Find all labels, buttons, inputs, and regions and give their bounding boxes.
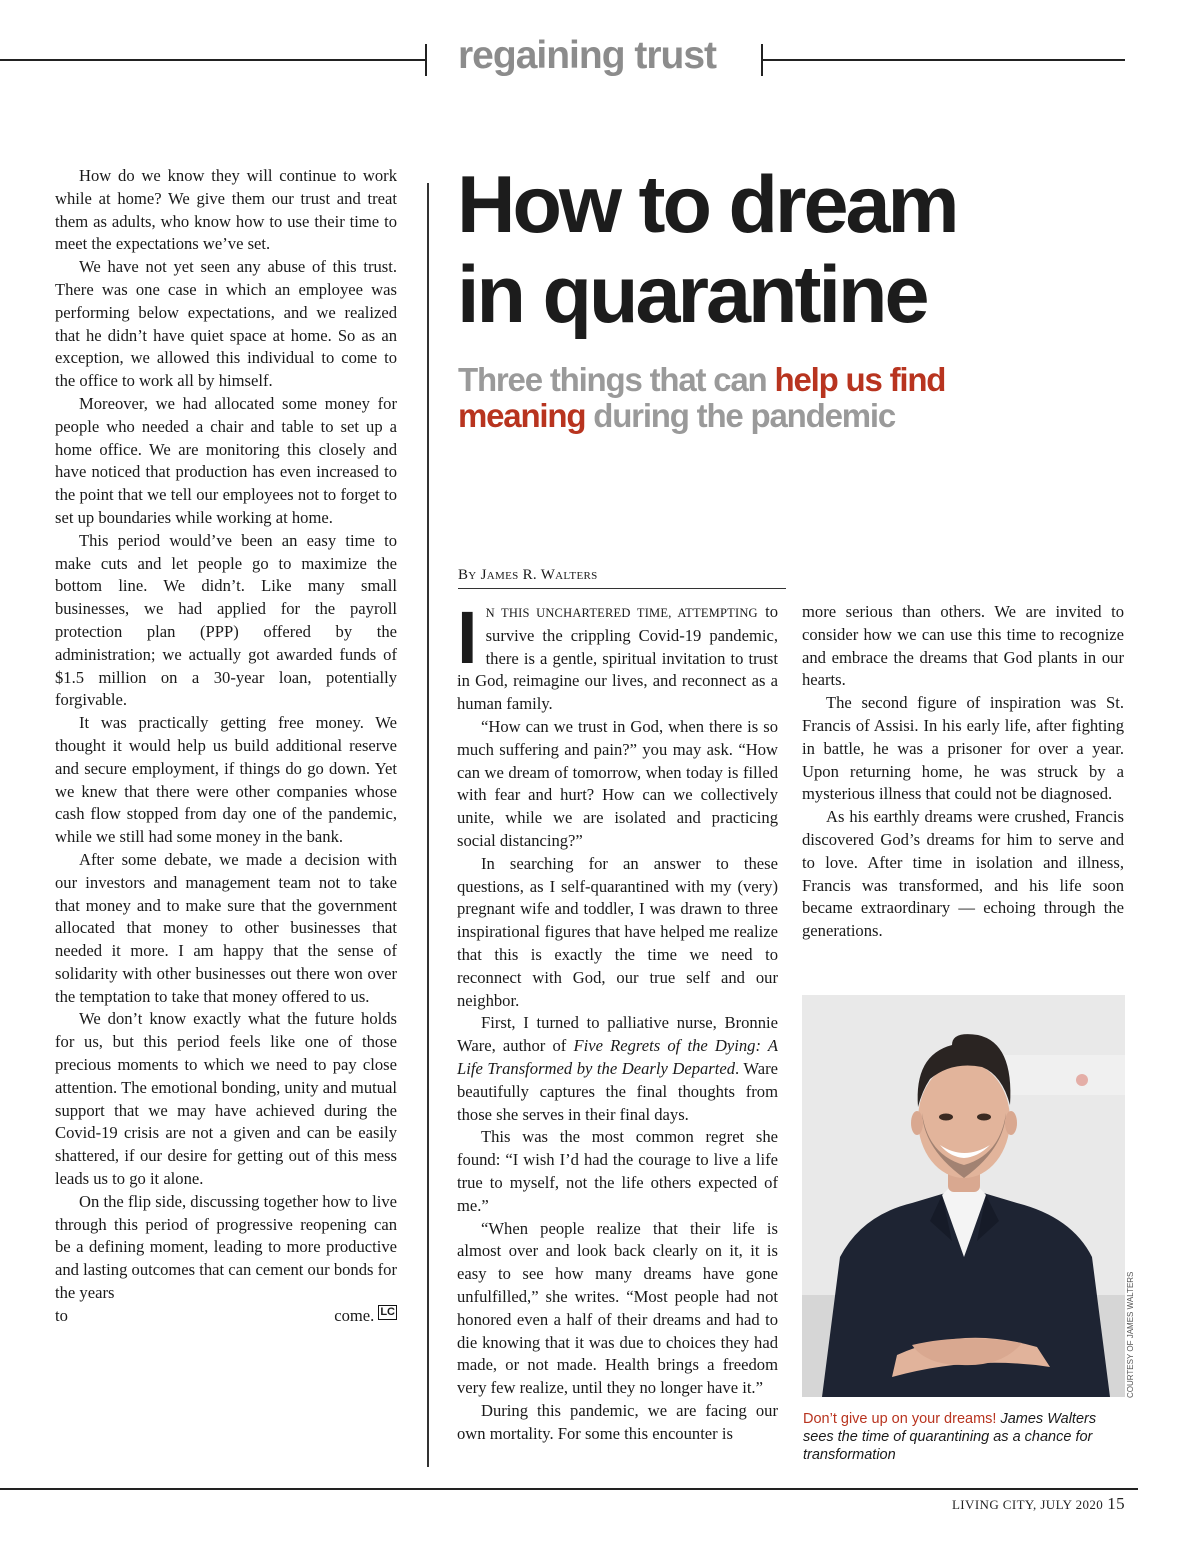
paragraph: The second figure of inspiration was St. Francis of Assisi. In his early life, after fighting in battle, he was a prisoner for over a year. Upon returning home, he was struck by a mysterious illness that could not be diagnosed.: [802, 693, 1124, 804]
caption-text: James Walters sees the time of quarantining as a chance for transformation: [803, 1411, 1097, 1463]
paragraph: [457, 1012, 778, 1126]
paragraph: This was the most common regret she found: “I wish I’d had the courage to live a life true to myself, not the life others expected of me.”: [457, 1127, 778, 1215]
headline-line-1: How to dream: [457, 160, 957, 250]
ware-intro: First, I turned to palliative nurse, Bronnie Ware, author of: [457, 1013, 778, 1056]
footer-rule: [0, 1488, 1138, 1490]
headline: [457, 160, 1157, 340]
lead-paragraph: [457, 596, 778, 716]
paragraph: “How can we trust in God, when there is so much suffering and pain?” you may ask. “How can we dream of tomorrow, when today is filled with fear and hurt? How can we collectively unite, while we are isolated and practicing social distancing?”: [457, 716, 778, 850]
photo-credit: COURTESY OF JAMES WALTERS: [1126, 1271, 1135, 1398]
page-folio: [952, 1494, 1125, 1514]
publication-date: LIVING CITY, JULY 2020: [951, 1497, 1104, 1512]
middle-column: [457, 596, 778, 1445]
paragraph: This period would’ve been an easy time to make cuts and let people go to maximize the bottom line. We didn’t. Like many small businesses, we had applied for the payroll protection plan (PPP) offered by the administration; we actually got awarded funds of $1.5 million on a 30-year loan, potentially forgivable.: [55, 530, 397, 710]
section-tag: regaining trust: [458, 34, 717, 77]
caption-highlight: Don’t give up on your dreams!: [803, 1411, 997, 1427]
paragraph: It was practically getting free money. We thought it would help us build additional reserve and secure employment, if things do go down. Yet we knew that there were other companies whose cash flow stopped from day one of the pandemic, while we still had some money in the bank.: [55, 713, 397, 847]
photo-caption: [803, 1410, 1103, 1464]
paragraph: more serious than others. We are invited to consider how we can use this time to recognize and embrace the dreams that God plants in our hearts.: [802, 602, 1124, 690]
drop-cap: I: [457, 596, 478, 679]
last-paragraph-text: On the flip side, discussing together how to live through this period of progressive reopening can be a defining moment, leading to more productive and lasting outcomes that can cement our bonds for the years: [55, 1191, 397, 1303]
closing-text: to come.: [55, 1305, 375, 1325]
subhead-highlight-1: help us find: [774, 361, 946, 398]
left-column: [55, 165, 397, 1328]
byline-author: James R. Walters: [480, 567, 598, 583]
paragraph: [55, 1191, 397, 1328]
byline-prefix: By: [458, 567, 477, 583]
author-portrait-illustration: [802, 995, 1125, 1397]
book-title: Five Regrets of the Dying: A Life Transformed by the Dearly Departed: [457, 1036, 778, 1078]
closing-line: [55, 1305, 397, 1328]
paragraph: During this pandemic, we are facing our own mortality. For some this encounter is: [457, 1400, 778, 1443]
paragraph: As his earthly dreams were crushed, Francis discovered God’s dreams for him to serve and to love. After time in isolation and illness, Francis was transformed, and his life soon became extraordinary — echoing through the generations.: [802, 807, 1124, 941]
paragraph: Moreover, we had allocated some money for people who needed a chair and table to set up a home office. We are monitoring this closely and have noticed that production has even increased to the point that we tell our employees not to forget to set up boundaries while working at home.: [55, 393, 397, 527]
author-photo: [802, 995, 1125, 1397]
paragraph: We don’t know exactly what the future holds for us, but this period feels like one of those precious moments to which we need to pay close attention. The emotional bonding, unity and mutual support that we may have achieved during the Covid-19 crisis are not a given and can be easily shattered, if our desire for getting out of this mess leads us to go it alone.: [55, 1009, 397, 1189]
subhead-part-1: Three things that can: [458, 361, 775, 398]
subheadline: [458, 362, 1078, 434]
paragraph: How do we know they will continue to work while at home? We give them our trust and treat them as adults, who know how to use their time to meet the expectations we’ve set.: [55, 166, 397, 254]
paragraph: We have not yet seen any abuse of this trust. There was one case in which an employee was performing below expectations, and we realized that he didn’t have quiet space at home. So as an exception, we allowed this individual to come to the office to work all by himself.: [55, 257, 397, 391]
header-rule-left: [0, 59, 425, 61]
header-rule-right: [763, 59, 1125, 61]
headline-line-2: in quarantine: [457, 250, 927, 340]
paragraph: After some debate, we made a decision with our investors and management team not to take that money and to make sure that the government allocated that money to other businesses that needed it more. I am happy that the sense of solidarity with other businesses out there won over the temptation to take that money offered to us.: [55, 849, 397, 1006]
paragraph: “When people realize that their life is almost over and look back clearly on it, it is easy to see how many dreams have gone unfulfilled,” she writes. “Most people had not honored even a half of their dreams and had to die knowing that it was due to choices they had made, or not made. Health brings a freedom very few realize, until they no longer have it.”: [457, 1218, 778, 1398]
lead-in-caps: N THIS UNCHARTERED TIME, ATTEMPTING: [485, 606, 758, 620]
subhead-part-2: during the pandemic: [585, 397, 895, 434]
column-divider: [427, 183, 429, 1467]
ware-rest: . Ware beautifully captures the final thoughts from those she serves in their final days.: [457, 1058, 778, 1124]
lc-end-mark-icon: LC: [380, 1305, 395, 1318]
page-number: 15: [1107, 1494, 1125, 1513]
header-tick-left: [425, 44, 427, 76]
subhead-highlight-2: meaning: [458, 397, 586, 434]
byline: [458, 567, 786, 589]
right-column: [802, 601, 1124, 943]
paragraph: In searching for an answer to these questions, as I self-quarantined with my (very) pregnant wife and toddler, I was drawn to three inspirational figures that have helped me realize that this is exactly the time we need to reconnect with God, our true self and our neighbor.: [457, 853, 778, 1010]
lead-text: to survive the crippling Covid-19 pandemic, there is a gentle, spiritual invitation to trust in God, reimagine our lives, and reconnect as a human family.: [457, 602, 778, 714]
